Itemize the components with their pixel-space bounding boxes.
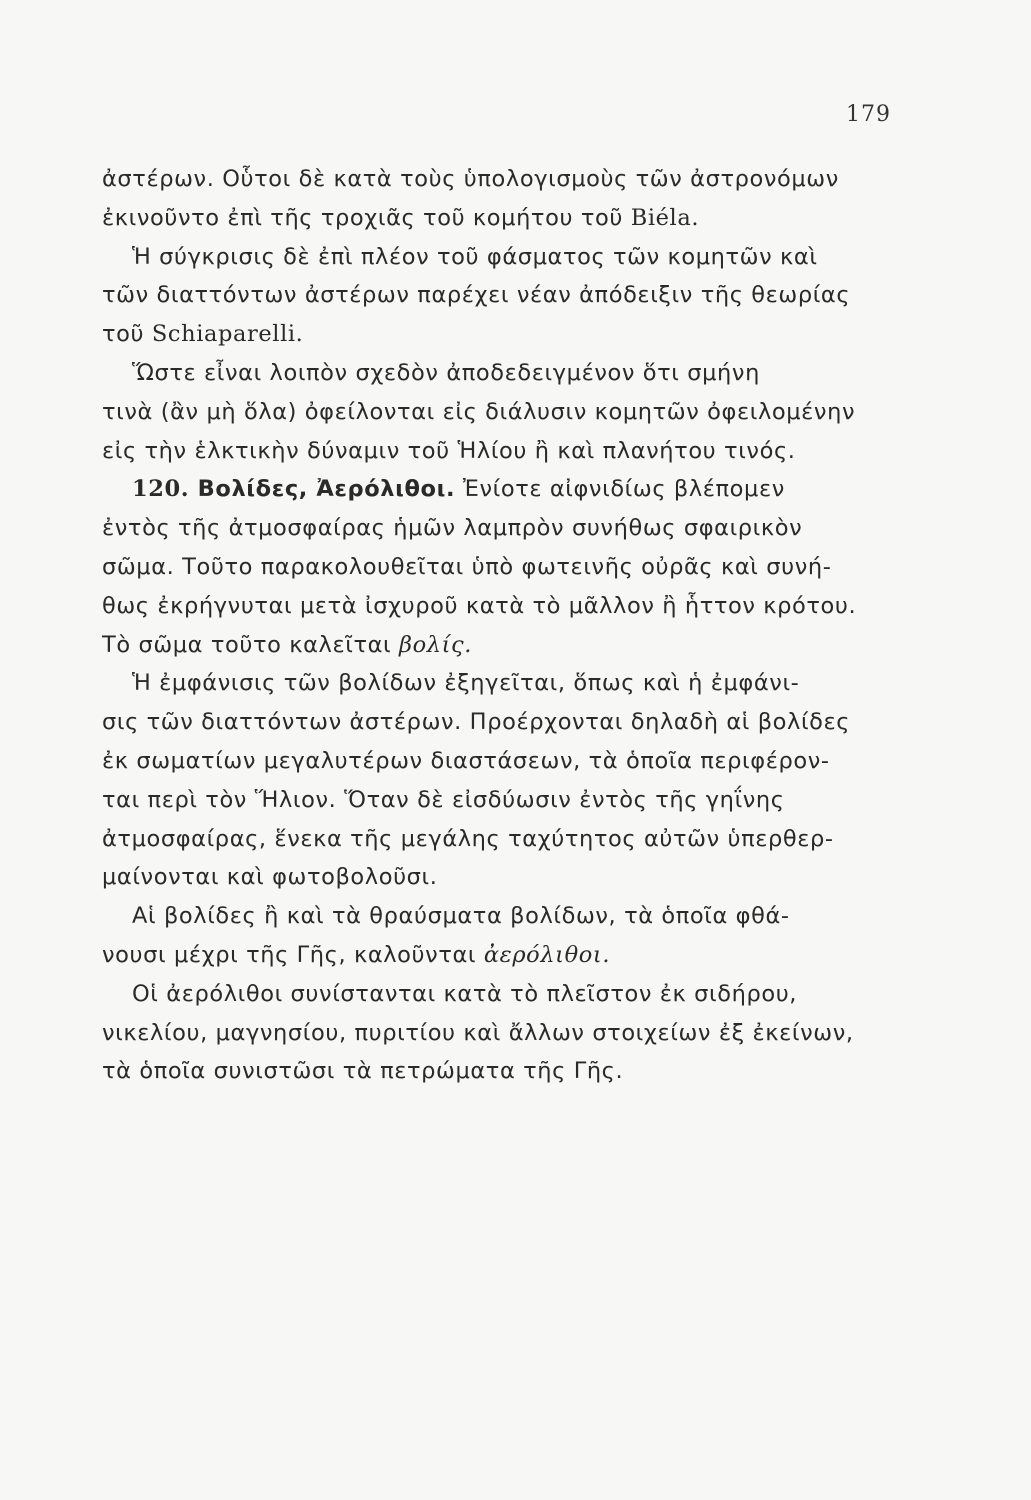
body-text bbox=[102, 160, 902, 1091]
paragraph-start: Ὥστε εἶναι λοιπὸν σχεδὸν ἀποδεδειγμένον ὅτι σμήνη bbox=[132, 359, 760, 386]
term-bolis: βολίς. bbox=[398, 631, 472, 658]
page-number: 179 bbox=[846, 102, 891, 127]
paragraph-start: Ἡ σύγκρισις δὲ ἐπὶ πλέον τοῦ φάσματος τῶν κομητῶν καὶ bbox=[132, 243, 818, 270]
text-span: Ἐνίοτε αἰφνιδίως βλέπομεν bbox=[455, 476, 785, 503]
biela-name: Biéla. bbox=[630, 204, 700, 231]
text-line: τινὰ (ἂν μὴ ὅλα) ὀφείλονται εἰς διάλυσιν κομητῶν ὀφειλομένην bbox=[102, 398, 856, 425]
text-span: ἐκινοῦντο ἐπὶ τῆς τροχιᾶς τοῦ κομήτου τοῦ bbox=[102, 204, 631, 231]
text-line: σῶμα. Τοῦτο παρακολουθεῖται ὑπὸ φωτεινῆς οὐρᾶς καὶ συνή- bbox=[102, 553, 832, 580]
text-line: ἐντὸς τῆς ἀτμοσφαίρας ἡμῶν λαμπρὸν συνήθως σφαιρικὸν bbox=[102, 515, 803, 542]
text-line: ται περὶ τὸν Ἥλιον. Ὅταν δὲ εἰσδύωσιν ἐντὸς τῆς γηΐνης bbox=[102, 786, 785, 813]
text-line bbox=[102, 626, 902, 665]
text-line: ἀτμοσφαίρας, ἕνεκα τῆς μεγάλης ταχύτητος αὐτῶν ὑπερθερ- bbox=[102, 825, 834, 852]
text-line: μαίνονται καὶ φωτοβολοῦσι. bbox=[102, 864, 438, 891]
text-line: νικελίου, μαγνησίου, πυριτίου καὶ ἄλλων στοιχείων ἐξ ἐκείνων, bbox=[102, 1019, 854, 1046]
text-line: σις τῶν διαττόντων ἀστέρων. Προέρχονται δηλαδὴ αἱ βολίδες bbox=[102, 709, 851, 736]
text-line: ἀστέρων. Οὗτοι δὲ κατὰ τοὺς ὑπολογισμοὺς τῶν ἀστρονόμων bbox=[102, 166, 839, 192]
section-heading-line bbox=[102, 470, 902, 509]
text-line bbox=[102, 199, 902, 238]
section-number: 120. bbox=[132, 476, 190, 503]
text-span: νουσι μέχρι τῆς Γῆς, καλοῦνται bbox=[102, 941, 484, 968]
text-line bbox=[102, 936, 902, 975]
paragraph-start: Ἡ ἐμφάνισις τῶν βολίδων ἐξηγεῖται, ὅπως καὶ ἡ ἐμφάνι- bbox=[132, 670, 800, 697]
paragraph-start: Οἱ ἀερόλιθοι συνίστανται κατὰ τὸ πλεῖστον ἐκ σιδήρου, bbox=[132, 980, 798, 1007]
text-line bbox=[102, 315, 902, 354]
text-span: τοῦ bbox=[102, 321, 152, 348]
text-line: τὰ ὁποῖα συνιστῶσι τὰ πετρώματα τῆς Γῆς. bbox=[102, 1058, 624, 1085]
paragraph-start: Αἱ βολίδες ἢ καὶ τὰ θραύσματα βολίδων, τὰ ὁποῖα φθά- bbox=[132, 903, 790, 930]
text-span: Τὸ σῶμα τοῦτο καλεῖται bbox=[102, 631, 399, 658]
term-aerolithoi: ἀερόλιθοι. bbox=[483, 941, 611, 968]
section-title: Βολίδες, Ἀερόλιθοι. bbox=[189, 476, 456, 503]
text-line: θως ἐκρήγνυται μετὰ ἰσχυροῦ κατὰ τὸ μᾶλλον ἢ ἧττον κρότου. bbox=[102, 592, 857, 619]
schiaparelli-name: Schiaparelli. bbox=[151, 321, 304, 348]
text-line: ἐκ σωματίων μεγαλυτέρων διαστάσεων, τὰ ὁποῖα περιφέρον- bbox=[102, 747, 830, 774]
text-line: τῶν διαττόντων ἀστέρων παρέχει νέαν ἀπόδειξιν τῆς θεωρίας bbox=[102, 282, 851, 309]
text-line: εἰς τὴν ἑλκτικὴν δύναμιν τοῦ Ἡλίου ἢ καὶ πλανήτου τινός. bbox=[102, 437, 796, 464]
